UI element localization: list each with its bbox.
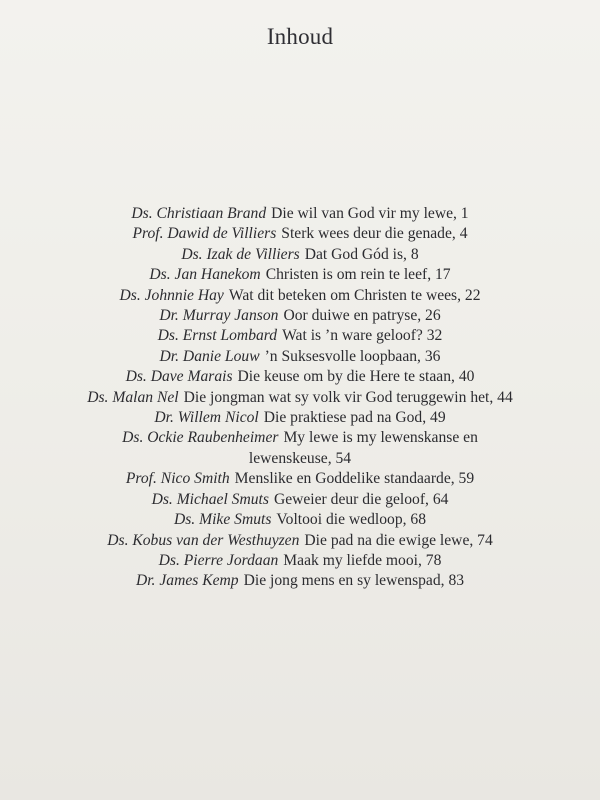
entry-author: Dr. Willem Nicol <box>154 409 259 427</box>
entry-author: Ds. Christiaan Brand <box>131 205 267 222</box>
toc-entry <box>0 367 600 387</box>
entry-author: Ds. Michael Smuts <box>151 490 269 508</box>
entry-author: Ds. Malan Nel <box>87 388 179 406</box>
entry-title: Die praktiese pad na God, 49 <box>263 409 446 427</box>
toc-entry <box>0 571 600 591</box>
entry-title: Sterk wees deur die genade, 4 <box>281 225 468 243</box>
entry-author: Ds. Izak de Villiers <box>181 245 300 263</box>
entry-title: Maak my liefde mooi, 78 <box>283 551 442 569</box>
toc-entry <box>0 408 600 428</box>
entry-author: Ds. Ockie Raubenheimer <box>122 429 279 447</box>
entry-author: Ds. Mike Smuts <box>173 511 272 529</box>
entry-title: Die jongman wat sy volk vir God teruggewin het, 44 <box>183 388 513 406</box>
toc-entry <box>0 306 600 326</box>
entry-title: Die jong mens en sy lewenspad, 83 <box>243 572 465 590</box>
entry-title: Menslike en Goddelike standaarde, 59 <box>234 470 475 488</box>
entry-title: Christen is om rein te leef, 17 <box>265 266 451 284</box>
entry-author: Ds. Pierre Jordaan <box>158 551 279 569</box>
toc-entry <box>0 428 600 469</box>
toc-entry <box>0 388 600 408</box>
toc-entry <box>0 245 600 265</box>
entry-title: Voltooi die wedloop, 68 <box>276 511 427 529</box>
entry-author: Dr. Danie Louw <box>159 347 260 365</box>
toc-entry <box>0 551 600 571</box>
toc-entry <box>0 204 600 224</box>
entry-title: Geweier deur die geloof, 64 <box>273 490 449 508</box>
entry-title: Die wil van God vir my lewe, 1 <box>271 205 469 222</box>
entry-author: Ds. Kobus van der Westhuyzen <box>107 531 300 549</box>
toc-entry <box>0 326 600 346</box>
entry-author: Ds. Ernst Lombard <box>157 327 278 345</box>
toc-entry <box>0 286 600 306</box>
table-of-contents <box>0 204 600 592</box>
page-title: Inhoud <box>266 24 334 49</box>
toc-entry <box>0 224 600 244</box>
toc-entry <box>0 510 600 530</box>
toc-entry <box>0 490 600 510</box>
toc-entry <box>0 531 600 551</box>
entry-title: Wat is ’n ware geloof? 32 <box>282 327 443 345</box>
toc-entry <box>0 347 600 367</box>
entry-author: Prof. Nico Smith <box>125 470 230 488</box>
entry-author: Dr. Murray Janson <box>159 307 279 325</box>
entry-title: Die pad na die ewige lewe, 74 <box>304 531 493 549</box>
entry-title: Dat God Gód is, 8 <box>304 245 419 263</box>
entry-author: Ds. Johnnie Hay <box>119 286 224 304</box>
entry-title: Oor duiwe en patryse, 26 <box>283 307 441 325</box>
entry-title: Die keuse om by die Here te staan, 40 <box>237 368 475 386</box>
entry-title: Wat dit beteken om Christen te wees, 22 <box>228 286 481 304</box>
toc-entry <box>0 265 600 285</box>
entry-author: Prof. Dawid de Villiers <box>132 225 277 243</box>
entry-title: My lewe is my lewenskanse en lewenskeuse, 54 <box>248 429 478 467</box>
entry-title: ’n Suksesvolle loopbaan, 36 <box>264 347 441 365</box>
entry-author: Ds. Jan Hanekom <box>149 266 261 284</box>
entry-author: Dr. James Kemp <box>135 572 239 590</box>
entry-author: Ds. Dave Marais <box>125 368 233 386</box>
toc-entry <box>0 469 600 489</box>
